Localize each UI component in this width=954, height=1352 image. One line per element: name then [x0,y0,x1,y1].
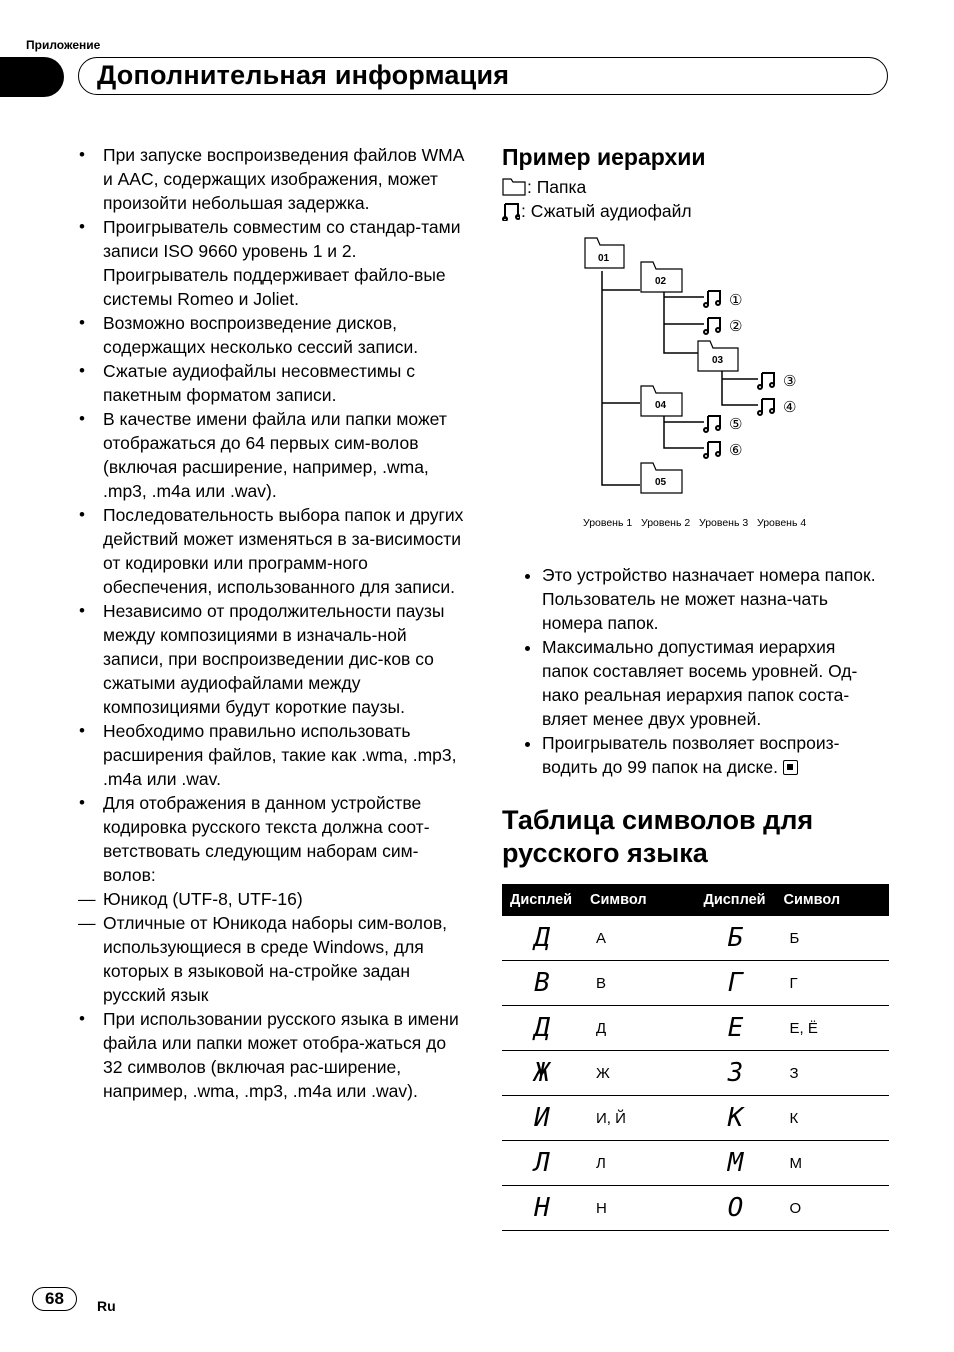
character-table [502,884,889,1231]
list-item: • При использовании русского языка в имени файла или папки может отобра-жаться до 32 символов (включая рас-ширение, например, .wma, .mp3, .m4a или .wav). [78,1007,468,1103]
symbol-cell: Б [776,916,890,961]
language-code: Ru [97,1298,116,1314]
symbol-cell: К [776,1096,890,1141]
display-glyph: Д [502,1006,582,1051]
legend-file-label: : Сжатый аудиофайл [521,201,692,221]
music-note-icon [704,318,720,334]
display-glyph: К [696,1096,776,1141]
list-item: • Максимально допустимая иерархия папок составляет восемь уровней. Од-нако реальная иерархия папок соста-вляет менее двух уровней. [542,635,882,731]
level-label: Уровень 4 [757,517,807,529]
display-glyph: Г [696,961,776,1006]
end-mark-icon [783,760,798,775]
display-glyph: И [502,1096,582,1141]
right-bullet-list [502,545,882,796]
display-glyph: В [502,961,582,1006]
music-note-icon [502,201,520,221]
folder-label: 03 [712,355,724,366]
dash-item: — Юникод (UTF-8, UTF-16) [78,889,303,909]
dash-item-text: Юникод (UTF-8, UTF-16) [103,889,303,909]
left-column [78,143,468,1103]
display-glyph: Б [696,916,776,961]
hierarchy-diagram [578,235,818,535]
level-label: Уровень 3 [699,517,749,529]
table-row [502,1006,889,1051]
file-number: ② [729,317,743,335]
column-header: Символ [582,884,696,916]
music-note-icon [704,416,720,432]
column-header: Дисплей [502,884,582,916]
section-tab [0,57,64,97]
left-bullet-list [78,143,468,887]
dash-item-text: Отличные от Юникода наборы сим-волов, использующиеся в среде Windows, для которых в языковой на-стройке задан русский язык [103,913,447,1005]
list-item [542,731,882,779]
folder-icon [502,178,526,196]
dash-item: — Отличные от Юникода наборы сим-волов, использующиеся в среде Windows, для которых в языковой на-стройке задан русский язык [78,913,447,1005]
hierarchy-heading: Пример иерархии [502,144,706,170]
list-item: • Для отображения в данном устройстве кодировка русского текста должна соот-ветствовать следующим наборам сим-волов: [78,791,468,887]
file-number: ④ [783,398,797,416]
display-glyph: Ж [502,1051,582,1096]
symbol-cell: О [776,1186,890,1231]
right-column [502,143,892,223]
list-item: • Независимо от продолжительности паузы между композициями в изначаль-ной записи, при воспроизведении дис-ков со сжатыми аудиофайлами между композициями будут короткие паузы. [78,599,468,719]
table-row [502,1051,889,1096]
list-item: • Это устройство назначает номера папок. Пользователь не может назна-чать номера папок. [542,563,882,635]
legend [502,175,892,223]
music-note-icon [704,442,720,458]
list-item: • Последовательность выбора папок и других действий может изменяться в за-висимости от кодировки или программ-ного обеспечения, использованного для записи. [78,503,468,599]
column-header: Дисплей [696,884,776,916]
display-glyph: Е [696,1006,776,1051]
symbol-cell: Д [582,1006,696,1051]
file-number: ① [729,291,743,309]
page-number: 68 [32,1287,77,1311]
file-number: ⑥ [729,441,743,459]
legend-folder-label: : Папка [527,177,587,197]
symbol-cell: М [776,1141,890,1186]
list-item: • Необходимо правильно использовать расширения файлов, такие как .wma, .mp3, .m4a или .wav. [78,719,468,791]
table-header-row [502,884,889,916]
list-item: • Сжатые аудиофайлы несовместимы с пакетным форматом записи. [78,359,468,407]
file-number: ⑤ [729,415,743,433]
symbol-cell: Н [582,1186,696,1231]
section-label: Приложение [26,38,101,52]
list-item: • Возможно воспроизведение дисков, содержащих несколько сессий записи. [78,311,468,359]
table-row [502,916,889,961]
table-row [502,1141,889,1186]
list-item: • Проигрыватель совместим со стандар-тами записи ISO 9660 уровень 1 и 2. Проигрыватель поддерживает файло-вые системы Romeo и Joliet. [78,215,468,311]
symbol-cell: Е, Ё [776,1006,890,1051]
display-glyph: О [696,1186,776,1231]
music-note-icon [704,291,720,307]
display-glyph: Д [502,916,582,961]
page-title: Дополнительная информация [97,60,510,90]
folder-label: 04 [655,400,667,411]
music-note-icon [758,373,774,389]
symbol-cell: Г [776,961,890,1006]
list-item: • В качестве имени файла или папки может отображаться до 64 первых сим-волов (включая расширение, например, .wma, .mp3, .m4a или .wav). [78,407,468,503]
column-header: Символ [776,884,890,916]
table-row [502,961,889,1006]
display-glyph: З [696,1051,776,1096]
title-bar [78,57,888,95]
level-label: Уровень 2 [641,517,691,529]
table-row [502,1096,889,1141]
table-row [502,1186,889,1231]
table-heading: Таблица символов для русского языка [502,805,814,868]
symbol-cell: Ж [582,1051,696,1096]
music-note-icon [758,399,774,415]
display-glyph: Л [502,1141,582,1186]
display-glyph: М [696,1141,776,1186]
symbol-cell: И, Й [582,1096,696,1141]
list-item: • При запуске воспроизведения файлов WMA и AAC, содержащих изображения, может произойти небольшая задержка. [78,143,468,215]
folder-label: 01 [598,253,610,264]
symbol-cell: В [582,961,696,1006]
level-label: Уровень 1 [583,517,633,529]
symbol-cell: Л [582,1141,696,1186]
display-glyph: Н [502,1186,582,1231]
folder-label: 05 [655,477,667,488]
folder-label: 02 [655,276,667,287]
symbol-cell: А [582,916,696,961]
list-item-text: Проигрыватель позволяет воспроиз-водить до 99 папок на диске. [542,732,840,777]
symbol-cell: З [776,1051,890,1096]
file-number: ③ [783,372,797,390]
